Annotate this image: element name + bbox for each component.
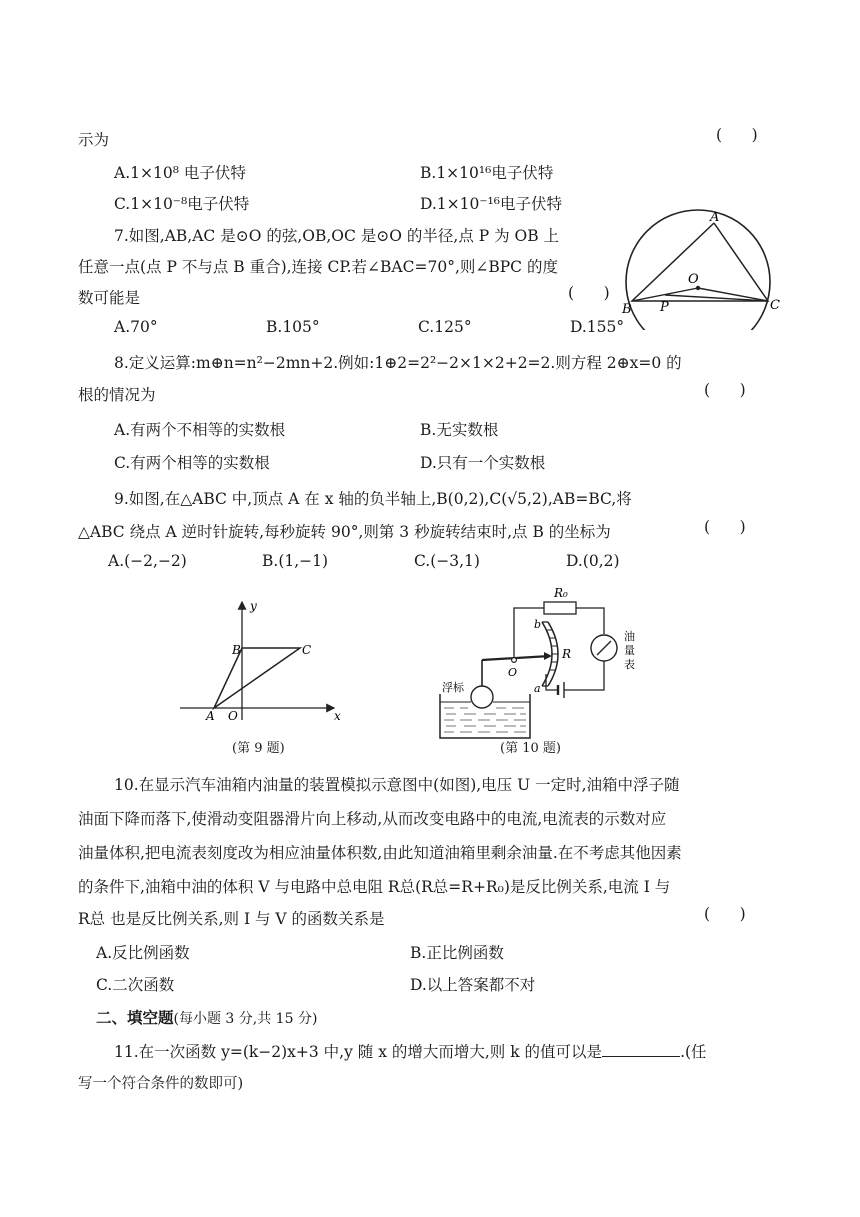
q6-option-b: B.1×10¹⁶电子伏特 — [420, 164, 554, 182]
q9-coordinate-figure — [176, 596, 346, 726]
q8-option-b: B.无实数根 — [420, 421, 499, 439]
q10-figure-caption: (第 10 题) — [500, 741, 561, 756]
q9-option-a: A.(−2,−2) — [108, 552, 187, 570]
q7-circle-figure — [620, 205, 790, 330]
q9-line2: △ABC 绕点 A 逆时针旋转,每秒旋转 90°,则第 3 秒旋转结束时,点 B 的坐标为 — [78, 523, 611, 541]
q10-option-a: A.反比例函数 — [96, 944, 190, 962]
q7-answer-paren: ( ) — [568, 284, 610, 302]
q9-option-c: C.(−3,1) — [414, 552, 480, 570]
q9-option-d: D.(0,2) — [566, 552, 620, 570]
q10-label-o: O — [508, 666, 518, 679]
q10-label-r0: R₀ — [554, 586, 568, 600]
q9-label-o: O — [228, 709, 238, 723]
q8-line2: 根的情况为 — [78, 386, 156, 404]
q9-answer-paren: ( ) — [704, 518, 746, 536]
q10-option-c: C.二次函数 — [96, 976, 175, 994]
section2-heading — [96, 1006, 317, 1028]
q7-circle — [626, 210, 770, 330]
q9-label-x: x — [334, 709, 341, 723]
q6-answer-paren: ( ) — [716, 126, 758, 144]
q7-line2: 任意一点(点 P 不与点 B 重合),连接 CP.若∠BAC=70°,则∠BPC 的度 — [78, 258, 558, 276]
q10-label-r: R — [562, 647, 572, 661]
q10-pivot — [512, 658, 517, 663]
q9-label-a: A — [206, 709, 215, 723]
q10-line1: 10.在显示汽车油箱内油量的装置模拟示意图中(如图),电压 U 一定时,油箱中浮子随 — [114, 776, 680, 794]
q9-label-y: y — [250, 599, 257, 613]
q10-line5: R总 也是反比例关系,则 I 与 V 的函数关系是 — [78, 910, 385, 928]
q7-line3: 数可能是 — [78, 289, 141, 307]
q6-option-d: D.1×10⁻¹⁶电子伏特 — [420, 195, 562, 213]
q10-line2: 油面下降而落下,使滑动变阻器滑片向上移动,从而改变电路中的电流,电流表的示数对应 — [78, 810, 667, 828]
q10-circuit-figure — [438, 582, 648, 742]
section2-title: 二、填空题 — [96, 1008, 174, 1027]
q9-option-b: B.(1,−1) — [262, 552, 329, 570]
q9-triangle — [214, 648, 300, 708]
q10-label-float: 浮标 — [442, 681, 464, 694]
q6-option-a: A.1×10⁸ 电子伏特 — [114, 164, 246, 182]
q10-line4: 的条件下,油箱中油的体积 V 与电路中总电阻 R总(R总=R+R₀)是反比例关系,电流 I 与 — [78, 878, 671, 896]
q7-triangle — [632, 223, 768, 301]
q10-meter-label-2: 量 — [624, 644, 635, 657]
q10-meter-label-1: 油 — [624, 630, 635, 643]
q10-meter-label-3: 表 — [624, 658, 635, 671]
q10-meter-label — [624, 629, 639, 671]
q11-line2: 写一个符合条件的数即可) — [78, 1076, 244, 1092]
q10-option-d: D.以上答案都不对 — [410, 976, 536, 994]
q6-tail-text: 示为 — [78, 131, 110, 149]
q7-option-d: D.155° — [570, 318, 625, 336]
q8-answer-paren: ( ) — [704, 381, 746, 399]
q10-line3: 油量体积,把电流表刻度改为相应油量体积数,由此知道油箱里剩余油量.在不考虑其他因素 — [78, 844, 682, 862]
q11-text-tail: .(任 — [680, 1043, 707, 1061]
q11-answer-blank[interactable] — [602, 1042, 680, 1057]
q10-answer-paren: ( ) — [704, 905, 746, 923]
q8-line1: 8.定义运算:m⊕n=n²−2mn+2.例如:1⊕2=2²−2×1×2+2=2.则方程 2⊕x=0 的 — [114, 354, 682, 372]
q7-label-p: P — [660, 300, 669, 315]
q10-float — [471, 686, 493, 708]
q10-oil-hatching — [444, 708, 526, 732]
q8-option-a: A.有两个不相等的实数根 — [114, 421, 286, 439]
q7-label-b: B — [622, 302, 632, 317]
q7-option-c: C.125° — [418, 318, 472, 336]
q9-line1: 9.如图,在△ABC 中,顶点 A 在 x 轴的负半轴上,B(0,2),C(√5,2),AB=BC,将 — [114, 490, 632, 508]
q9-figure-caption: (第 9 题) — [232, 741, 285, 756]
q10-resistor-r0 — [544, 602, 576, 614]
q9-label-b: B — [232, 643, 241, 657]
q10-option-b: B.正比例函数 — [410, 944, 504, 962]
q9-label-c: C — [302, 643, 312, 657]
q10-label-a: a — [534, 682, 541, 695]
q7-line1: 7.如图,AB,AC 是⊙O 的弦,OB,OC 是⊙O 的半径,点 P 为 OB 上 — [114, 227, 560, 245]
q8-option-c: C.有两个相等的实数根 — [114, 454, 270, 472]
q8-option-d: D.只有一个实数根 — [420, 454, 546, 472]
q11-text: 11.在一次函数 y=(k−2)x+3 中,y 随 x 的增大而增大,则 k 的值可以是 — [114, 1043, 603, 1061]
section2-note: (每小题 3 分,共 15 分) — [173, 1011, 318, 1027]
q7-option-a: A.70° — [114, 318, 158, 336]
q6-option-c: C.1×10⁻⁸电子伏特 — [114, 195, 250, 213]
q10-label-b: b — [534, 618, 542, 631]
q7-label-a: A — [710, 210, 720, 225]
q7-option-b: B.105° — [266, 318, 320, 336]
q11-line1 — [114, 1040, 707, 1062]
q7-label-c: C — [770, 298, 780, 313]
q7-label-o: O — [688, 272, 699, 287]
